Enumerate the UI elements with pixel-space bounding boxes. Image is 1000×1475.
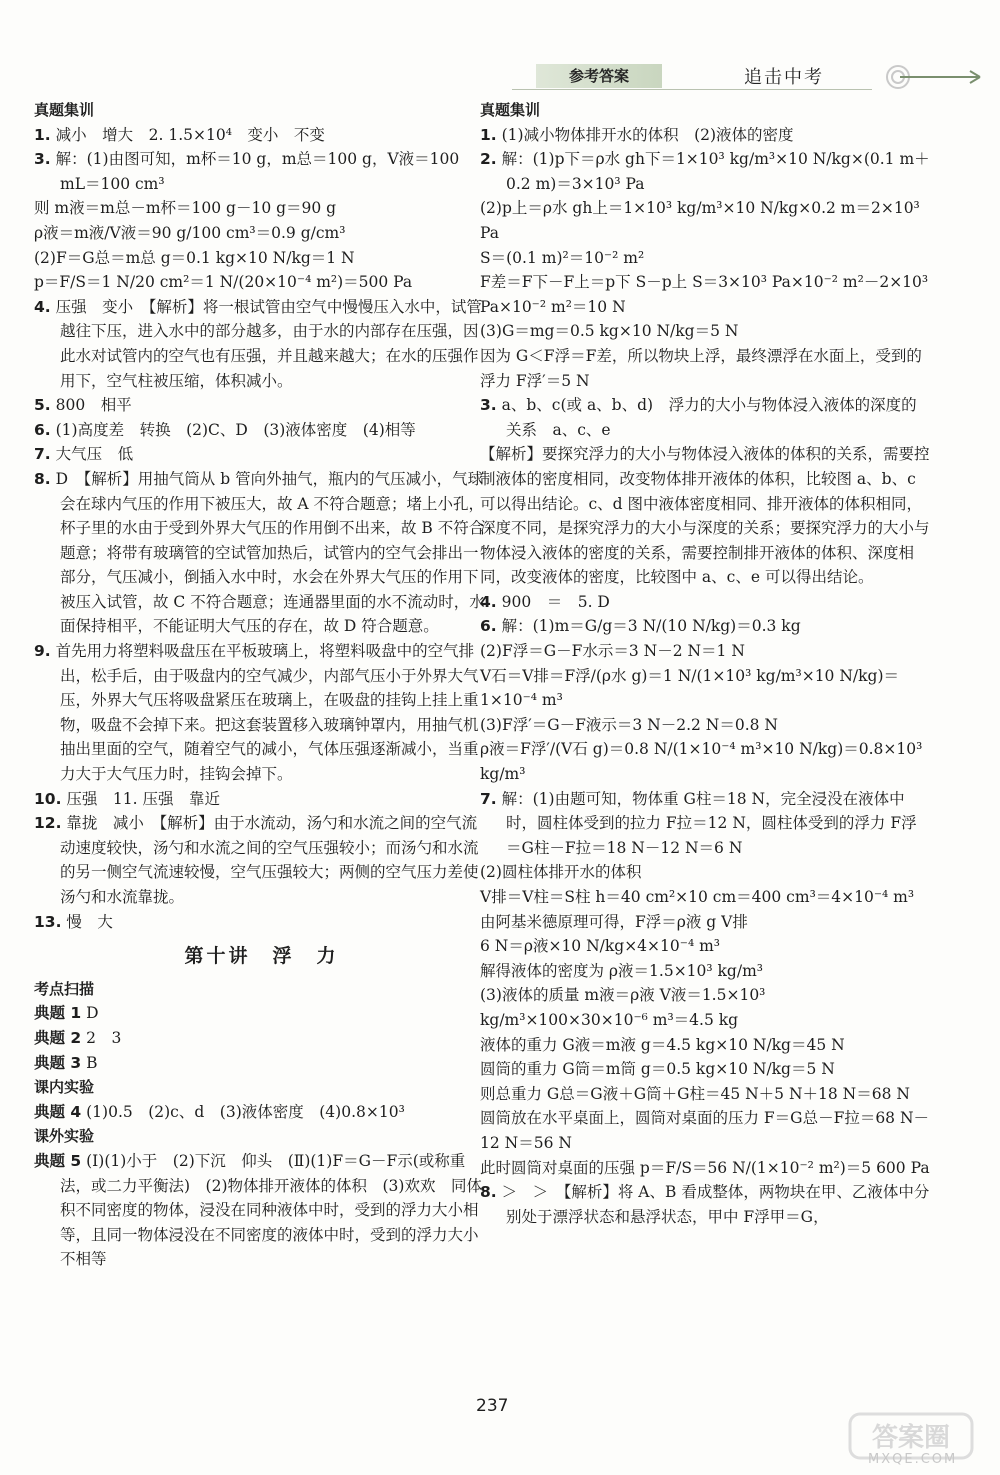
answer-line <box>34 270 489 295</box>
question-number: 6. <box>34 420 51 439</box>
answer-line <box>34 295 489 393</box>
answer-text: 大气压 低 <box>55 445 134 464</box>
answer-line <box>480 983 930 1032</box>
answer-line <box>480 1057 930 1082</box>
section-heading: 考点扫描 <box>34 979 95 998</box>
question-number: 1. <box>34 125 51 144</box>
answer-line <box>480 123 930 148</box>
answer-text: F差＝F下－F上＝p下 S－p上 S＝3×10³ Pa×10⁻² m²－2×10³ Pa×10⁻² m²＝10 N <box>480 273 929 316</box>
answer-line <box>480 147 930 196</box>
answer-text: D <box>86 1004 99 1023</box>
answer-text: (3)F浮′＝G－F液示＝3 N－2.2 N＝0.8 N <box>480 715 778 734</box>
page-number: 237 <box>476 1396 509 1416</box>
header-ornament-icon <box>880 63 990 91</box>
answer-text: (2)p上＝ρ水 gh上＝1×10³ kg/m³×10 N/kg×0.2 m＝2×10³ Pa <box>480 199 920 242</box>
answer-text: 则总重力 G总＝G液＋G筒＋G柱＝45 N＋5 N＋18 N＝68 N <box>480 1084 910 1103</box>
answer-text: V排＝V柱＝S柱 h＝40 cm²×10 cm＝400 cm³＝4×10⁻⁴ m³ <box>480 888 915 906</box>
answer-text: 则 m液＝m总－m杯＝100 g－10 g＝90 g <box>34 199 337 218</box>
header-rule <box>512 89 872 90</box>
answer-text: 由阿基米德原理可得，F浮＝ρ液 g V排 <box>480 912 748 931</box>
answer-line <box>480 787 930 861</box>
answer-line <box>480 319 930 344</box>
section-heading: 真题集训 <box>480 101 541 119</box>
answer-line <box>480 196 930 245</box>
question-tag: 典题 2 <box>34 1028 82 1047</box>
answer-text: 首先用力将塑料吸盘压在平板玻璃上，将塑料吸盘中的空气排出，松手后，由于吸盘内的空气减少，内部气压小于外界大气压，外界大气压将吸盘紧压在玻璃上，在吸盘的挂钩上挂上重物，吸盘不会掉下来。把这套装置移入玻璃钟罩内，用抽气机抽出里面的空气，随着空气的减小，气体压强逐渐减小，当重力大于大气压力时，挂钩会掉下。 <box>55 642 479 784</box>
section-heading: 课外实验 <box>34 1127 95 1146</box>
header-title: 追击中考 <box>744 67 824 88</box>
answer-line <box>34 123 489 148</box>
answer-text: 液体的重力 G液＝m液 g＝4.5 kg×10 N/kg＝45 N <box>480 1035 845 1054</box>
answer-text: 慢 大 <box>66 912 113 931</box>
question-number: 3. <box>34 150 51 169</box>
answer-text: 圆筒的重力 G筒＝m筒 g＝0.5 kg×10 N/kg＝5 N <box>480 1060 835 1079</box>
question-tag: 典题 3 <box>34 1053 82 1072</box>
page-header <box>512 62 872 90</box>
answer-line <box>480 270 930 319</box>
question-number: 3. <box>480 396 497 415</box>
answer-line <box>480 934 930 959</box>
answer-line <box>34 1149 489 1272</box>
answer-line <box>34 467 489 639</box>
question-number: 8. <box>480 1183 497 1202</box>
answer-line <box>480 614 930 639</box>
watermark-logo-text: 答案圈 <box>871 1423 951 1453</box>
answer-line <box>34 787 489 812</box>
answer-text: 圆筒放在水平桌面上，圆筒对桌面的压力 F＝G总－F拉＝68 N－12 N＝56 N <box>480 1109 930 1152</box>
answer-line <box>34 910 489 935</box>
answer-text: 压强 11. 压强 靠近 <box>66 789 220 808</box>
answer-text: 900 ＝ 5. D <box>501 592 610 611</box>
section-heading: 课内实验 <box>34 1078 95 1097</box>
answer-text: S＝(0.1 m)²＝10⁻² m² <box>480 248 645 267</box>
answer-line <box>480 910 930 935</box>
answer-line <box>34 393 489 418</box>
answer-line <box>34 418 489 443</box>
answer-line <box>480 713 930 738</box>
question-number: 4. <box>480 592 497 611</box>
answer-text: D 【解析】用抽气筒从 b 管向外抽气，瓶内的气压减小，气球会在球内气压的作用下被压大，故 A 不符合题意；堵上小孔，杯子里的水由于受到外界大气压的作用倒不出来，故 B 不符合题意；将带有玻璃管的空试管加热后，试管内的空气会排出一部分，气压减小，倒插入水中时，水会在外界大气压的作用下被压入试管，故 C 不符合题意；连通器里面的水不流动时，水面保持相平，不能证明大气压的存在，故 D 符合题意。 <box>55 469 485 636</box>
answer-text: (2)F浮＝G－F水示＝3 N－2 N＝1 N <box>480 642 745 661</box>
answer-line <box>480 1106 930 1155</box>
answer-text: (Ⅰ)(1)小于 (2)下沉 仰头 (Ⅱ)(1)F＝G－F示(或称重法，或二力平衡法) (2)物体排开液体的体积 (3)欢欢 同体积不同密度的物体，浸没在同种液体中时，受到的浮力大小相等，且同一物体浸没在不同密度的液体中时，受到的浮力大小不相等 <box>60 1151 482 1269</box>
answer-text: (2)F＝G总＝m总 g＝0.1 kg×10 N/kg＝1 N <box>34 248 355 267</box>
answer-line <box>480 860 930 885</box>
answer-line <box>34 196 489 221</box>
answer-text: 解得液体的密度为 ρ液＝1.5×10³ kg/m³ <box>480 961 763 980</box>
answer-text: 解：(1)由图可知，m杯＝10 g，m总＝100 g，V液＝100 mL＝100 cm³ <box>55 150 460 193</box>
answer-text: 解：(1)由题可知，物体重 G柱＝18 N，完全浸没在液体中时，圆柱体受到的拉力 F拉＝12 N，圆柱体受到的浮力 F浮＝G柱－F拉＝18 N－12 N＝6 N <box>501 789 917 857</box>
answer-text: 压强 变小 【解析】将一根试管由空气中慢慢压入水中，试管越往下压，进入水中的部分越多，由于水的内部存在压强，因此水对试管内的空气也有压强，并且越来越大；在水的压强作用下，空气柱被压缩，体积减小。 <box>55 297 482 390</box>
answer-line <box>480 246 930 271</box>
question-tag: 典题 5 <box>34 1151 82 1170</box>
answer-text: 解：(1)m＝G/g＝3 N/(10 N/kg)＝0.3 kg <box>501 617 801 636</box>
answer-line <box>34 221 489 246</box>
question-number: 9. <box>34 642 51 661</box>
right-column <box>480 98 930 1229</box>
chapter-title: 第十讲 浮 力 <box>184 945 339 968</box>
answer-line <box>480 959 930 984</box>
header-tab: 参考答案 <box>536 64 662 88</box>
answer-text: V石＝V排＝F浮/(ρ水 g)＝1 N/(1×10³ kg/m³×10 N/kg)＝1×10⁻⁴ m³ <box>480 666 899 710</box>
answer-text: 解：(1)p下＝ρ水 gh下＝1×10³ kg/m³×10 N/kg×(0.1 m＋0.2 m)＝3×10³ Pa <box>501 150 930 193</box>
answer-line <box>34 1001 489 1026</box>
answer-text: 2 3 <box>86 1028 122 1047</box>
question-number: 7. <box>480 789 497 808</box>
watermark-url: MXQE.COM <box>868 1452 958 1467</box>
answer-text: B <box>86 1053 98 1072</box>
answer-line <box>480 1033 930 1058</box>
question-number: 6. <box>480 617 497 636</box>
answer-line <box>34 1026 489 1051</box>
answer-text: (3)G＝mg＝0.5 kg×10 N/kg＝5 N <box>480 322 739 341</box>
answer-text: p＝F/S＝1 N/20 cm²＝1 N/(20×10⁻⁴ m²)＝500 Pa <box>34 273 413 292</box>
left-column <box>34 98 489 1272</box>
answer-line <box>480 393 930 442</box>
answer-text: (1)高度差 转换 (2)C、D (3)液体密度 (4)相等 <box>55 420 416 439</box>
answer-text: (2)圆柱体排开水的体积 <box>480 863 642 882</box>
answer-line <box>480 639 930 664</box>
answer-text: ＞ ＞ 【解析】将 A、B 看成整体，两物块在甲、乙液体中分别处于漂浮状态和悬浮状态，甲中 F浮甲＝G， <box>501 1183 930 1226</box>
question-number: 1. <box>480 125 497 144</box>
answer-text: (1)减小物体排开水的体积 (2)液体的密度 <box>501 125 794 144</box>
answer-text: a、b、c(或 a、b、d) 浮力的大小与物体浸入液体的深度的关系 a、c、e <box>501 396 917 439</box>
answer-line <box>480 590 930 615</box>
answer-line <box>480 737 930 786</box>
question-number: 7. <box>34 445 51 464</box>
question-number: 2. <box>480 150 497 169</box>
answer-text: (3)液体的质量 m液＝ρ液 V液＝1.5×10³ kg/m³×100×30×10⁻⁶ m³＝4.5 kg <box>480 986 766 1029</box>
answer-line <box>34 246 489 271</box>
question-number: 12. <box>34 814 62 833</box>
answer-text: 800 相平 <box>55 396 132 415</box>
answer-text: 减小 增大 2. 1.5×10⁴ 变小 不变 <box>55 125 325 144</box>
answer-text: 靠拢 减小 【解析】由于水流动，汤勺和水流之间的空气流动速度较快，汤勺和水流之间的空气压强较小；而汤勺和水流的另一侧空气流速较慢，空气压强较大；两侧的空气压力差使汤勺和水流靠拢。 <box>60 814 479 906</box>
answer-text: 因为 G＜F浮＝F差，所以物块上浮，最终漂浮在水面上，受到的浮力 F浮′＝5 N <box>480 346 922 390</box>
answer-line <box>34 147 489 196</box>
question-tag: 典题 4 <box>34 1102 82 1121</box>
answer-text: (1)0.5 (2)c、d (3)液体密度 (4)0.8×10³ <box>86 1102 405 1121</box>
answer-text: 此时圆筒对桌面的压强 p＝F/S＝56 N/(1×10⁻² m²)＝5 600 Pa <box>480 1158 930 1177</box>
answer-line <box>480 1082 930 1107</box>
question-number: 13. <box>34 912 62 931</box>
question-number: 8. <box>34 469 51 488</box>
answer-text: 6 N＝ρ液×10 N/kg×4×10⁻⁴ m³ <box>480 937 720 956</box>
answer-line <box>480 442 930 590</box>
answer-text: ρ液＝F浮′/(V石 g)＝0.8 N/(1×10⁻⁴ m³×10 N/kg)＝0.8×10³ kg/m³ <box>480 740 923 784</box>
answer-line <box>480 1156 930 1181</box>
answer-line <box>480 344 930 393</box>
answer-text: 【解析】要探究浮力的大小与物体浸入液体的体积的关系，需要控制液体的密度相同，改变物体排开液体的体积，比较图 a、b、c 可以得出结论。c、d 图中液体密度相同、排开液体的体积相同，深度不同，是探究浮力的大小与深度的关系；要探究浮力的大小与物体浸入液体的密度的关系，需要控制排开液体的体积、深度相同，改变液体的密度，比较图中 a、c、e 可以得出结论。 <box>480 445 930 587</box>
section-heading: 真题集训 <box>34 101 95 119</box>
answer-line <box>34 811 489 909</box>
question-tag: 典题 1 <box>34 1004 82 1023</box>
answer-line <box>34 442 489 467</box>
question-number: 5. <box>34 396 51 415</box>
answer-line <box>34 1100 489 1125</box>
answer-line <box>34 1051 489 1076</box>
answer-text: ρ液＝m液/V液＝90 g/100 cm³＝0.9 g/cm³ <box>34 223 346 242</box>
question-number: 10. <box>34 789 62 808</box>
answer-line <box>480 1180 930 1229</box>
answer-line <box>480 664 930 713</box>
question-number: 4. <box>34 297 51 316</box>
answer-line <box>34 639 489 787</box>
answer-line <box>480 885 930 910</box>
